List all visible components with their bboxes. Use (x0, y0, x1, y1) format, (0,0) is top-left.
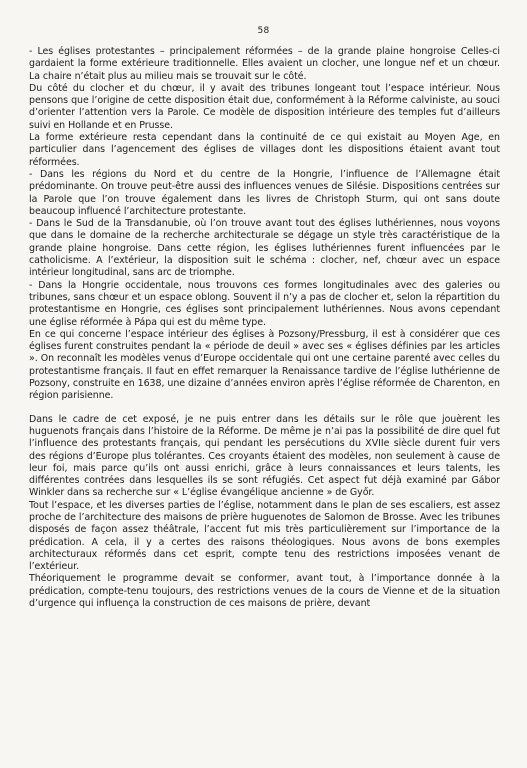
paragraph-programme: Théoriquement le programme devait se conformer, avant tout, à l’importance donnée à la prédication, compte-tenu toujours, des restrictions venues de la cours de Vienne et de la situation d’urgence qui influença la construction de ces maisons de prière, devant (29, 573, 500, 610)
paragraph-western-hungary: - Dans la Hongrie occidentale, nous trouvons ces formes longitudinales avec des galeries ou tribunes, sans chœur et un espace oblong. Souvent il n’y a pas de clocher et, selon la répartition du protestantisme en Hongrie, ces églises sont principalement luthériennes. Nous avons cependant une église réformée à Pápa qui est du même type. (29, 279, 500, 328)
paragraph-pozsony: En ce qui concerne l’espace intérieur des églises à Pozsony/Pressburg, il est à considérer que ces églises furent construites pendant la « période de deuil » avec ses « églises définies par les articles ». On reconnaît les modèles venus d’Europe occidentale qui ont une certaine parenté avec celles du protestantisme français. Il faut en effet remarquer la Renaissance tardive de l’église luthérienne de Pozsony, construite en 1638, une dizaine d’années environ après l’église réformée de Charenton, en région parisienne. (29, 328, 500, 402)
page-number: 58 (257, 26, 270, 36)
paragraph-gap (29, 403, 500, 414)
paragraph-great-plain-churches: - Les églises protestantes – principalement réformées – de la grande plaine hongroise Celles-ci gardaient la forme extérieure traditionnelle. Elles avaient un clocher, une longue nef et un chœur. La chaire n’était plus au milieu mais se trouvait sur le côté. (29, 46, 500, 82)
paragraph-tribunes: Du côté du clocher et du chœur, il y avait des tribunes longeant tout l’espace intérieur. Nous pensons que l’origine de cette disposition était due, conformément à la Réforme calviniste, au souci d’orienter l’attention vers la Parole. Ce modèle de disposition intérieure des temples fut d’ailleurs suivi en Hollande et en Prusse. (29, 82, 500, 131)
paragraph-huguenots: Dans le cadre de cet exposé, je ne puis entrer dans les détails sur le rôle que jouèrent les huguenots français dans l’histoire de la Réforme. De même je n’ai pas la possibilité de dire quel fut l’influence des protestants français, qui pendant les persécutions du XVIIe siècle durent fuir vers des régions d’Europe plus tolérantes. Ces croyants étaient des modèles, non seulement à cause de leur foi, mais parce qu’ils ont aussi enrichi, grâce à leurs connaissances et leurs talents, les différentes contrées dans lesquelles ils se sont réfugiés. Cet aspect fut déjà examiné par Gábor Winkler dans sa recherche sur « L’église évangélique ancienne » de Győr. (29, 413, 500, 499)
document-body (29, 46, 500, 610)
paragraph-north-centre: - Dans les régions du Nord et du centre de la Hongrie, l’influence de l’Allemagne était prédominante. On trouve peut-être aussi des influences venues de Silésie. Dispositions centrées sur la Parole que l’on trouve également dans les livres de Christoph Sturm, qui ont sans doute beaucoup influencé l’architecture protestante. (29, 168, 500, 217)
paragraph-salomon-de-brosse: Tout l’espace, et les diverses parties de l’église, notamment dans le plan de ses escaliers, est assez proche de l’architecture des maisons de prière huguenotes de Salomon de Brosse. Avec les tribunes disposés de façon assez théâtrale, l’accent fut mis très particulièrement sur l’importance de la prédication. A cela, il y a certes des raisons théologiques. Nous avons de bons exemples architecturaux réformés dans cet esprit, compte tenu des restrictions imposées venant de l’extérieur. (29, 499, 500, 573)
paragraph-exterior-form: La forme extérieure resta cependant dans la continuité de ce qui existait au Moyen Age, en particulier dans l’agencement des églises de villages dont les dispositions étaient avant tout réformées. (29, 132, 500, 168)
paragraph-south-transdanubia: - Dans le Sud de la Transdanubie, où l’on trouve avant tout des églises luthériennes, nous voyons que dans le domaine de la recherche architecturale se dégage un style très caractéristique de la grande plaine hongroise. Dans cette région, les églises luthériennes furent influencées par le catholicisme. A l’extérieur, la disposition suit le schéma : clocher, nef, chœur avec un espace intérieur longitudinal, sans arc de triomphe. (29, 218, 500, 279)
